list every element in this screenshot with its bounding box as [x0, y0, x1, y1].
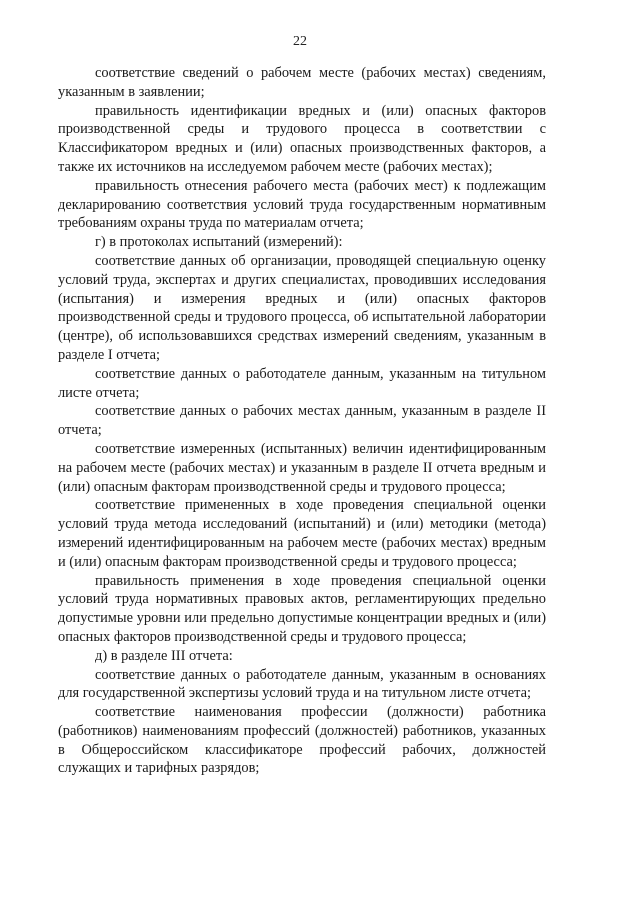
- section-subheading: г) в протоколах испытаний (измерений):: [95, 234, 343, 251]
- page-number: 22: [293, 34, 307, 49]
- paragraph: правильность идентификации вредных и (или) опасных факторов производственной среды и трудового процесса в соответствии с Классификатором вредных и (или) опасных производственных факторов, а также их источников на исследуемом рабочем месте (рабочих местах);: [58, 102, 546, 175]
- section-subheading: д) в разделе III отчета:: [95, 647, 233, 664]
- paragraph: соответствие данных об организации, проводящей специальную оценку условий труда, экспертах и других специалистах, проводивших исследования (испытания) и измерения вредных и (или) опасных факторов производственной среды и трудового процесса, об испытательной лаборатории (центре), об использовавшихся средствах измерений сведениям, указанным в разделе I отчета;: [58, 252, 546, 363]
- document-body: [58, 64, 546, 778]
- paragraph: соответствие данных о работодателе данным, указанным в основаниях для государственной экспертизы условий труда и на титульном листе отчета;: [58, 666, 546, 702]
- paragraph: соответствие измеренных (испытанных) величин идентифицированным на рабочем месте (рабочих местах) и указанным в разделе II отчета вредным и (или) опасным факторам производственной среды и трудового процесса;: [58, 440, 546, 495]
- paragraph: соответствие примененных в ходе проведения специальной оценки условий труда метода исследований (испытаний) и (или) методики (метода) измерений идентифицированным на рабочем месте (рабочих местах) вредным и (или) опасным факторам производственной среды и трудового процесса;: [58, 497, 546, 570]
- paragraph: соответствие наименования профессии (должности) работника (работников) наименованиям профессий (должностей) работников, указанных в Общероссийском классификаторе профессий рабочих, должностей служащих и тарифных разрядов;: [58, 704, 546, 777]
- paragraph: соответствие сведений о рабочем месте (рабочих местах) сведениям, указанным в заявлении;: [58, 65, 546, 100]
- paragraph: соответствие данных о работодателе данным, указанным на титульном листе отчета;: [58, 365, 546, 401]
- paragraph: правильность отнесения рабочего места (рабочих мест) к подлежащим декларированию соответствия условий труда государственным нормативным требованиям охраны труда по материалам отчета;: [58, 177, 546, 232]
- paragraph: соответствие данных о рабочих местах данным, указанным в разделе II отчета;: [58, 403, 546, 439]
- paragraph: правильность применения в ходе проведения специальной оценки условий труда нормативных правовых актов, регламентирующих предельно допустимые уровни или предельно допустимые концентрации вредных и (или) опасных факторов производственной среды и трудового процесса;: [58, 572, 546, 645]
